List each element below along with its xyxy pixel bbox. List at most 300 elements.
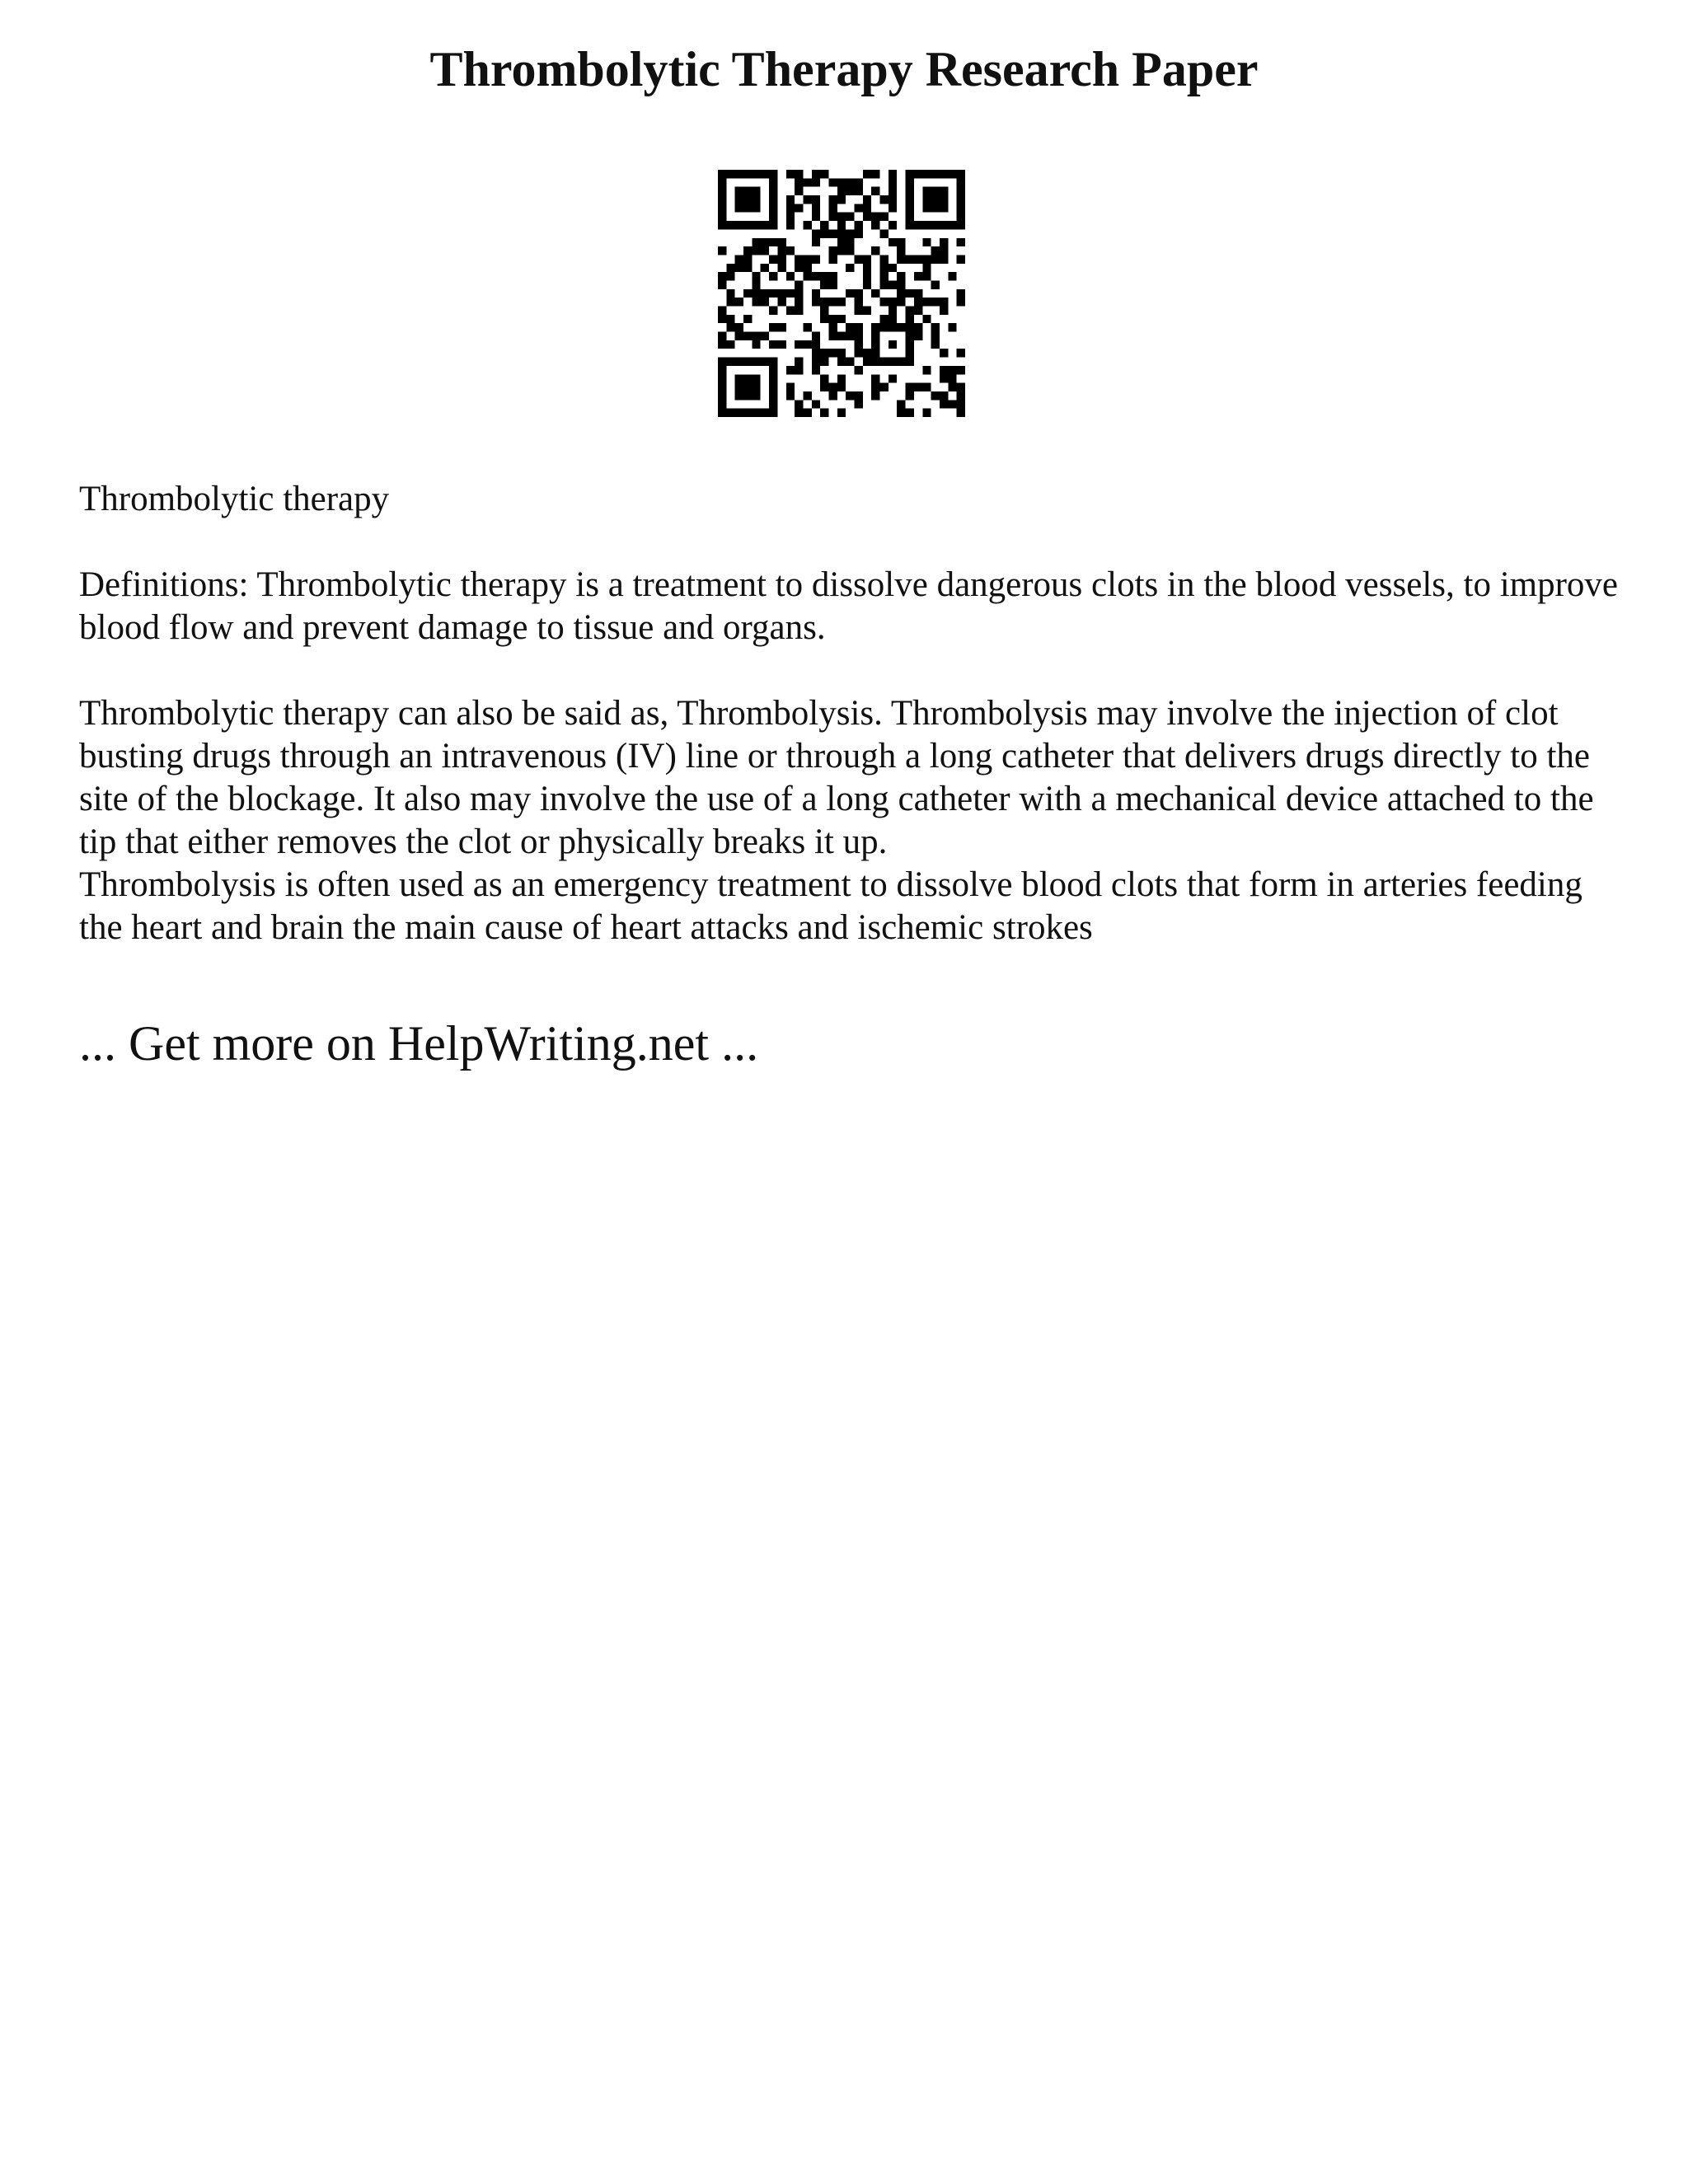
qr-module xyxy=(880,383,889,391)
qr-module xyxy=(786,204,795,212)
qr-module xyxy=(846,178,854,186)
qr-module xyxy=(855,229,863,237)
qr-module xyxy=(828,332,837,340)
qr-module xyxy=(812,238,820,246)
qr-module xyxy=(718,374,726,382)
qr-module xyxy=(931,323,940,331)
qr-module xyxy=(820,349,828,357)
qr-module xyxy=(752,358,760,366)
qr-module xyxy=(863,170,871,178)
qr-module xyxy=(889,298,897,306)
qr-module xyxy=(889,204,897,212)
qr-module xyxy=(752,298,760,306)
qr-module xyxy=(795,170,803,178)
qr-module xyxy=(769,178,777,186)
qr-module xyxy=(777,340,785,349)
qr-module xyxy=(803,264,811,272)
qr-module xyxy=(931,221,940,229)
qr-module xyxy=(940,391,948,400)
qr-module xyxy=(922,170,931,178)
qr-module xyxy=(855,391,863,400)
qr-module xyxy=(718,332,726,340)
qr-module xyxy=(795,298,803,306)
qr-module xyxy=(880,213,889,221)
qr-module xyxy=(837,409,846,417)
qr-module xyxy=(735,409,743,417)
qr-module xyxy=(863,349,871,357)
qr-module xyxy=(914,255,922,263)
qr-module xyxy=(914,289,922,298)
qr-module xyxy=(812,170,820,178)
qr-module xyxy=(940,349,948,357)
qr-module xyxy=(769,238,777,246)
qr-module xyxy=(812,340,820,349)
qr-module xyxy=(931,332,940,340)
qr-module xyxy=(795,255,803,263)
qr-module xyxy=(828,246,837,255)
qr-module xyxy=(743,255,752,263)
qr-module xyxy=(940,170,948,178)
qr-module xyxy=(855,204,863,212)
qr-module xyxy=(769,340,777,349)
qr-module xyxy=(743,391,752,400)
qr-module xyxy=(718,221,726,229)
qr-module xyxy=(914,323,922,331)
qr-module xyxy=(777,255,785,263)
qr-module xyxy=(743,332,752,340)
qr-module xyxy=(828,391,837,400)
qr-module xyxy=(880,280,889,288)
qr-module xyxy=(795,409,803,417)
qr-module xyxy=(761,332,769,340)
qr-module xyxy=(906,255,914,263)
qr-module xyxy=(752,391,760,400)
qr-module xyxy=(828,178,837,186)
qr-module xyxy=(777,264,785,272)
qr-module xyxy=(769,374,777,382)
qr-module xyxy=(880,298,889,306)
qr-module xyxy=(957,289,965,298)
qr-module xyxy=(914,332,922,340)
qr-module xyxy=(735,264,743,272)
qr-module xyxy=(752,332,760,340)
qr-module xyxy=(795,307,803,315)
qr-module xyxy=(812,213,820,221)
qr-module xyxy=(906,391,914,400)
qr-module xyxy=(931,391,940,400)
qr-module xyxy=(897,238,905,246)
qr-module xyxy=(931,170,940,178)
qr-module xyxy=(786,366,795,374)
qr-module xyxy=(863,204,871,212)
qr-module xyxy=(906,349,914,357)
qr-module xyxy=(906,187,914,195)
qr-module xyxy=(769,289,777,298)
qr-module xyxy=(735,298,743,306)
qr-module xyxy=(726,298,734,306)
qr-module xyxy=(940,366,948,374)
qr-module xyxy=(812,366,820,374)
qr-module xyxy=(889,323,897,331)
qr-module xyxy=(897,323,905,331)
qr-module xyxy=(948,272,956,280)
qr-module xyxy=(743,374,752,382)
qr-module xyxy=(906,178,914,186)
qr-module xyxy=(855,221,863,229)
qr-module xyxy=(906,315,914,323)
qr-module xyxy=(761,246,769,255)
qr-module xyxy=(769,221,777,229)
qr-module xyxy=(871,187,879,195)
qr-module xyxy=(940,400,948,408)
qr-module xyxy=(743,264,752,272)
qr-module xyxy=(897,280,905,288)
qr-module xyxy=(871,289,879,298)
qr-module xyxy=(718,366,726,374)
qr-module xyxy=(795,280,803,288)
qr-module xyxy=(718,178,726,186)
qr-module xyxy=(846,213,854,221)
qr-module xyxy=(837,298,846,306)
qr-module xyxy=(743,204,752,212)
qr-module xyxy=(897,358,905,366)
qr-module xyxy=(820,315,828,323)
qr-module xyxy=(837,238,846,246)
qr-module xyxy=(957,383,965,391)
qr-module xyxy=(726,315,734,323)
qr-module xyxy=(786,272,795,280)
qr-module xyxy=(837,374,846,382)
qr-module xyxy=(897,289,905,298)
qr-module xyxy=(863,307,871,315)
qr-module xyxy=(820,358,828,366)
qr-module xyxy=(718,195,726,204)
qr-module xyxy=(922,264,931,272)
qr-module xyxy=(906,340,914,349)
qr-module xyxy=(846,264,854,272)
qr-module xyxy=(889,307,897,315)
qr-module xyxy=(726,170,734,178)
qr-module xyxy=(777,298,785,306)
qr-module xyxy=(837,229,846,237)
qr-module xyxy=(931,187,940,195)
qr-module xyxy=(889,187,897,195)
qr-module xyxy=(752,280,760,288)
qr-module xyxy=(743,289,752,298)
qr-module xyxy=(735,187,743,195)
qr-module xyxy=(846,289,854,298)
qr-module xyxy=(769,400,777,408)
qr-module xyxy=(726,340,734,349)
qr-module xyxy=(948,323,956,331)
qr-module xyxy=(837,246,846,255)
qr-module xyxy=(795,178,803,186)
qr-module xyxy=(889,374,897,382)
qr-module xyxy=(735,170,743,178)
qr-module xyxy=(761,289,769,298)
qr-module xyxy=(743,358,752,366)
qr-module xyxy=(743,170,752,178)
qr-module xyxy=(820,280,828,288)
qr-module xyxy=(726,221,734,229)
qr-module xyxy=(795,358,803,366)
qr-module xyxy=(855,340,863,349)
qr-module xyxy=(803,340,811,349)
qr-module xyxy=(906,213,914,221)
qr-module xyxy=(769,307,777,315)
qr-module xyxy=(752,272,760,280)
qr-module xyxy=(812,178,820,186)
qr-module xyxy=(889,238,897,246)
qr-module xyxy=(889,221,897,229)
qr-module xyxy=(957,204,965,212)
qr-module xyxy=(846,391,854,400)
definition-paragraph: Definitions: Thrombolytic therapy is a treatment to dissolve dangerous clots in the blood vessels, to improve blood flow and prevent damage to tissue and organs. xyxy=(79,565,1618,647)
qr-module xyxy=(718,340,726,349)
qr-module xyxy=(948,221,956,229)
qr-module xyxy=(752,246,760,255)
qr-module xyxy=(820,409,828,417)
qr-module xyxy=(726,264,734,272)
qr-module xyxy=(855,366,863,374)
qr-module xyxy=(812,229,820,237)
qr-module xyxy=(906,221,914,229)
qr-module xyxy=(803,255,811,263)
qr-module xyxy=(820,170,828,178)
qr-module xyxy=(906,170,914,178)
qr-module xyxy=(820,229,828,237)
qr-module xyxy=(718,204,726,212)
qr-module xyxy=(846,332,854,340)
qr-module xyxy=(718,280,726,288)
qr-module xyxy=(828,383,837,391)
qr-module xyxy=(931,340,940,349)
qr-module xyxy=(795,400,803,408)
qr-module xyxy=(906,358,914,366)
qr-module xyxy=(922,315,931,323)
qr-module xyxy=(880,272,889,280)
qr-module xyxy=(922,383,931,391)
qr-module xyxy=(846,246,854,255)
qr-module xyxy=(897,400,905,408)
qr-module xyxy=(889,280,897,288)
qr-module xyxy=(922,204,931,212)
qr-module xyxy=(735,323,743,331)
qr-module xyxy=(948,366,956,374)
qr-module xyxy=(880,195,889,204)
qr-module xyxy=(922,298,931,306)
qr-module xyxy=(769,170,777,178)
qr-module xyxy=(837,315,846,323)
qr-module xyxy=(897,298,905,306)
qr-module xyxy=(922,187,931,195)
qr-module xyxy=(828,280,837,288)
qr-module xyxy=(863,264,871,272)
qr-module xyxy=(957,213,965,221)
qr-module xyxy=(769,366,777,374)
qr-module xyxy=(880,255,889,263)
qr-module xyxy=(752,170,760,178)
qr-module xyxy=(786,246,795,255)
qr-module xyxy=(940,238,948,246)
qr-module xyxy=(846,187,854,195)
qr-module xyxy=(820,383,828,391)
qr-module xyxy=(855,289,863,298)
qr-module xyxy=(743,315,752,323)
qr-module xyxy=(863,358,871,366)
qr-module xyxy=(871,323,879,331)
qr-module xyxy=(828,298,837,306)
qr-module xyxy=(922,255,931,263)
qr-module xyxy=(906,204,914,212)
qr-module xyxy=(889,340,897,349)
qr-module xyxy=(940,195,948,204)
qr-module xyxy=(752,221,760,229)
qr-module xyxy=(855,349,863,357)
qr-module xyxy=(777,323,785,331)
qr-module xyxy=(812,298,820,306)
qr-module xyxy=(735,221,743,229)
qr-module xyxy=(837,332,846,340)
qr-module xyxy=(769,391,777,400)
qr-module xyxy=(880,358,889,366)
qr-module xyxy=(948,170,956,178)
qr-module xyxy=(889,264,897,272)
qr-module xyxy=(786,289,795,298)
qr-module xyxy=(743,221,752,229)
qr-module xyxy=(914,272,922,280)
qr-module xyxy=(914,170,922,178)
qr-module xyxy=(922,238,931,246)
qr-module xyxy=(812,400,820,408)
qr-module xyxy=(812,195,820,204)
qr-module xyxy=(786,221,795,229)
qr-module xyxy=(803,409,811,417)
qr-module xyxy=(812,204,820,212)
qr-module xyxy=(846,229,854,237)
qr-module xyxy=(940,255,948,263)
qr-module xyxy=(752,195,760,204)
qr-module xyxy=(803,178,811,186)
qr-module xyxy=(718,383,726,391)
qr-module xyxy=(786,391,795,400)
qr-module xyxy=(855,323,863,331)
qr-module xyxy=(761,298,769,306)
qr-module xyxy=(889,170,897,178)
qr-module xyxy=(871,340,879,349)
qr-module xyxy=(752,238,760,246)
qr-module xyxy=(855,178,863,186)
qr-module xyxy=(786,170,795,178)
qr-module xyxy=(922,195,931,204)
qr-module xyxy=(726,409,734,417)
qr-module xyxy=(948,400,956,408)
qr-module xyxy=(855,298,863,306)
qr-module xyxy=(761,170,769,178)
qr-module xyxy=(769,204,777,212)
qr-module xyxy=(880,315,889,323)
qr-module xyxy=(957,170,965,178)
qr-module xyxy=(846,323,854,331)
qr-module xyxy=(855,400,863,408)
qr-module xyxy=(820,272,828,280)
qr-module xyxy=(761,264,769,272)
qr-module xyxy=(718,187,726,195)
qr-module xyxy=(922,409,931,417)
qr-module xyxy=(718,272,726,280)
qr-module xyxy=(718,400,726,408)
qr-module xyxy=(828,315,837,323)
get-more-link[interactable]: ... Get more on HelpWriting.net ... xyxy=(79,1016,759,1071)
qr-module xyxy=(880,323,889,331)
qr-module xyxy=(889,358,897,366)
qr-module xyxy=(957,187,965,195)
qr-module xyxy=(871,374,879,382)
qr-module xyxy=(769,383,777,391)
qr-module xyxy=(795,187,803,195)
qr-module xyxy=(812,358,820,366)
qr-module xyxy=(957,255,965,263)
qr-module xyxy=(735,195,743,204)
qr-module xyxy=(752,289,760,298)
qr-module xyxy=(786,195,795,204)
qr-module xyxy=(948,374,956,382)
qr-module xyxy=(786,213,795,221)
qr-module xyxy=(828,349,837,357)
qr-module xyxy=(726,272,734,280)
qr-module xyxy=(769,409,777,417)
qr-module xyxy=(795,204,803,212)
qr-module xyxy=(957,409,965,417)
qr-module xyxy=(931,280,940,288)
qr-module xyxy=(752,409,760,417)
qr-module xyxy=(837,178,846,186)
qr-module xyxy=(769,187,777,195)
qr-module xyxy=(855,332,863,340)
qr-module xyxy=(871,391,879,400)
qr-module xyxy=(769,323,777,331)
qr-module xyxy=(735,358,743,366)
qr-module xyxy=(752,187,760,195)
qr-module xyxy=(752,374,760,382)
qr-module xyxy=(855,307,863,315)
qr-module xyxy=(837,383,846,391)
qr-module xyxy=(940,187,948,195)
qr-module xyxy=(906,307,914,315)
qr-module xyxy=(761,221,769,229)
qr-module xyxy=(777,238,785,246)
qr-module xyxy=(735,255,743,263)
qr-module xyxy=(812,289,820,298)
qr-module xyxy=(761,409,769,417)
qr-module xyxy=(871,221,879,229)
qr-module xyxy=(897,246,905,255)
qr-module xyxy=(957,298,965,306)
qr-module xyxy=(718,246,726,255)
qr-module xyxy=(812,349,820,357)
qr-module xyxy=(718,409,726,417)
qr-module xyxy=(940,307,948,315)
qr-module xyxy=(828,213,837,221)
qr-module xyxy=(803,391,811,400)
qr-module xyxy=(837,349,846,357)
qr-module xyxy=(803,323,811,331)
qr-module xyxy=(906,409,914,417)
thrombolysis-paragraph: Thrombolytic therapy can also be said as, Thrombolysis. Thrombolysis may involve the injection of clot busting drugs through an intravenous (IV) line or through a long catheter that delivers drugs directly to the site of the blockage. It also may involve the use of a long catheter with a mechanical device attached to the tip that either removes the clot or physically breaks it up. xyxy=(79,694,1594,861)
qr-module xyxy=(803,221,811,229)
qr-module xyxy=(906,289,914,298)
qr-module xyxy=(957,238,965,246)
